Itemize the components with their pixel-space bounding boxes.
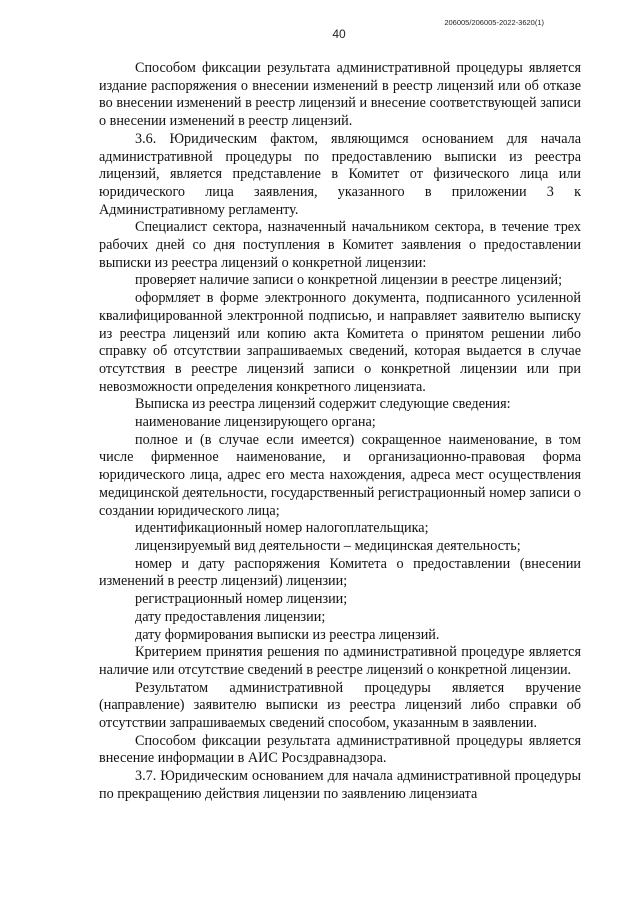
document-body	[99, 60, 581, 804]
paragraph: наименование лицензирующего органа;	[135, 414, 376, 431]
paragraph: Способом фиксации результата административной процедуры является издание распоряжения о внесении изменений в реестр лицензий или об отказе во внесении изменений в реестр лицензий и внесение соответствующей записи о внесении изменений в реестр лицензий.	[99, 60, 581, 130]
page-number: 40	[332, 27, 346, 41]
paragraph: номер и дату распоряжения Комитета о предоставлении (внесении изменений в реестр лицензий) лицензии;	[99, 555, 581, 590]
paragraph: лицензируемый вид деятельности – медицинская деятельность;	[135, 537, 521, 554]
paragraph: регистрационный номер лицензии;	[135, 591, 348, 608]
paragraph: дату предоставления лицензии;	[135, 608, 326, 625]
paragraph: Выписка из реестра лицензий содержит следующие сведения:	[135, 396, 511, 413]
paragraph: 3.7. Юридическим основанием для начала административной процедуры по прекращению действия лицензии по заявлению лицензиата	[99, 768, 581, 802]
document-code: 206005/206005-2022-3620(1)	[444, 18, 544, 27]
paragraph: проверяет наличие записи о конкретной лицензии в реестре лицензий;	[135, 272, 563, 289]
paragraph: Специалист сектора, назначенный начальником сектора, в течение трех рабочих дней со дня поступления в Комитет заявления о предоставлении выписки из реестра лицензий о конкретной лицензии:	[99, 219, 581, 271]
paragraph: 3.6. Юридическим фактом, являющимся основанием для начала административной процедуры по предоставлению выписки из реестра лицензий, является представление в Комитет от физического лица или юридического лица заявления, указанного в приложении 3 к Административному регламенту.	[99, 130, 581, 218]
paragraph: оформляет в форме электронного документа, подписанного усиленной квалифицированной электронной подписью, и направляет заявителю выписку из реестра лицензий или копию акта Комитета о принятом решении либо справку об отсутствии запрашиваемых сведений, которая выдается в случае отсутствия в реестре лицензий записи о конкретной лицензии или при невозможности определения конкретного лицензиата.	[99, 290, 581, 395]
paragraph: идентификационный номер налогоплательщика;	[135, 520, 429, 537]
paragraph: полное и (в случае если имеется) сокращенное наименование, в том числе фирменное наименование, и организационно-правовая форма юридического лица, адрес его места нахождения, адреса мест осуществления медицинской деятельности, государственный регистрационный номер записи о создании юридического лица;	[99, 431, 581, 519]
paragraph: Критерием принятия решения по административной процедуре является наличие или отсутствие сведений в реестре лицензий о конкретной лицензии.	[99, 644, 581, 678]
paragraph: Результатом административной процедуры является вручение (направление) заявителю выписки из реестра лицензий либо справки об отсутствии запрашиваемых сведений способом, указанным в заявлении.	[99, 679, 581, 732]
paragraph: Способом фиксации результата административной процедуры является внесение информации в АИС Росздравнадзора.	[99, 732, 581, 767]
paragraph: дату формирования выписки из реестра лицензий.	[135, 626, 440, 643]
